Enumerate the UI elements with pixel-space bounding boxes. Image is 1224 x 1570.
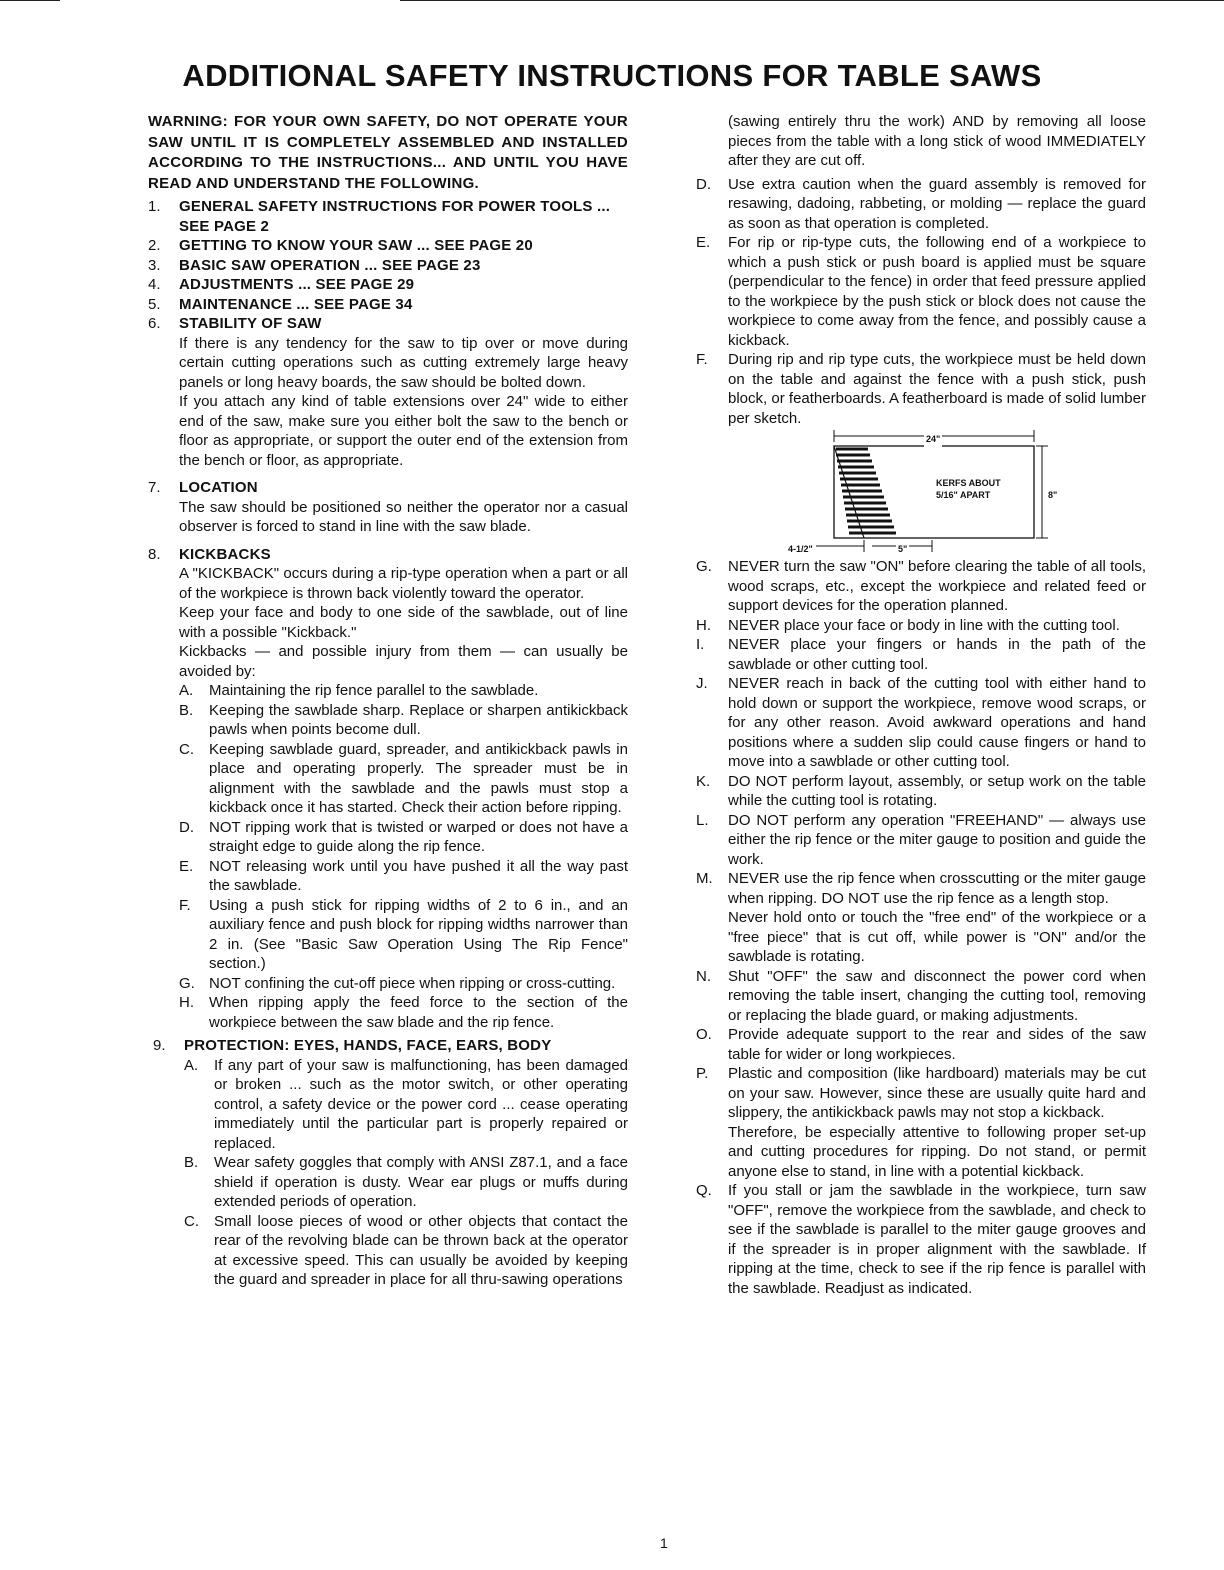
sub-letter: H.	[179, 994, 194, 1011]
section-protection	[148, 1036, 628, 1290]
sub-item	[184, 1056, 628, 1154]
sub-item	[696, 616, 1146, 636]
sub-text: NEVER reach in back of the cutting tool with either hand to hold down or support the workpiece, remove wood scraps, or for any other reason. Avoid awkward operations and hand positions where a sudden slip could cause fingers or hand to move into a sawblade or other cutting tool.	[728, 675, 1146, 770]
sub-letter: A.	[184, 1056, 199, 1074]
sub-item	[179, 740, 628, 818]
paragraph: Keep your face and body to one side of the sawblade, out of line with a possible "Kickback."	[179, 604, 628, 641]
sub-letter: D.	[179, 818, 194, 836]
sub-text: Shut "OFF" the saw and disconnect the power cord when removing the table insert, changing the cutting tool, removing or replacing the blade guard, or making adjustments.	[728, 967, 1146, 1024]
sub-text: During rip and rip type cuts, the workpiece must be held down on the table and against the fence with a push stick, push block, or featherboards. A featherboard is made of solid lumber per sketch.	[728, 351, 1146, 427]
featherboard-diagram	[696, 428, 1146, 553]
sub-text: DO NOT perform layout, assembly, or setup work on the table while the cutting tool is rotating.	[728, 772, 1146, 809]
paragraph: If you attach any kind of table extensions over 24" wide to either end of the saw, make sure you either bolt the saw to the bench or floor as appropriate, or support the outer end of the extension from the bench or floor, as appropriate.	[179, 393, 628, 469]
sub-letter: F.	[696, 351, 708, 368]
sub-text: NEVER place your face or body in line with the cutting tool.	[728, 616, 1120, 634]
item-number: 2.	[148, 237, 161, 254]
sub-item	[184, 1153, 628, 1212]
sub-text: Provide adequate support to the rear and sides of the saw table for wider or long workpieces.	[728, 1026, 1146, 1063]
sub-text: Keeping the sawblade sharp. Replace or sharpen antikickback pawls when points become dull.	[209, 701, 628, 738]
sub-text: DO NOT perform any operation "FREEHAND" — always use either the rip fence or the miter gauge to position and guide the work.	[728, 811, 1146, 868]
sub-item	[696, 869, 1146, 967]
sub-text: Keeping sawblade guard, spreader, and antikickback pawls in place and operating properly. The spreader must be in alignment with the sawblade and the pawls must stop a kickback once it has started. Check their action before ripping.	[209, 740, 628, 816]
sub-letter: E.	[696, 234, 711, 251]
sub-item	[179, 681, 628, 701]
sub-item	[179, 896, 628, 974]
sub-item	[696, 1064, 1146, 1181]
kerf-length-label: 5"	[896, 540, 909, 560]
section-stability	[148, 314, 628, 470]
item-number: 9.	[153, 1037, 166, 1054]
sub-item	[179, 701, 628, 740]
sub-item	[696, 1025, 1146, 1064]
sub-letter: G.	[179, 974, 195, 992]
sub-letter: E.	[179, 857, 194, 875]
item-number: 6.	[148, 315, 161, 332]
list-item	[148, 236, 628, 256]
kerfs-label: KERFS ABOUT	[936, 478, 1001, 488]
sub-text: Plastic and composition (like hardboard) materials may be cut on your saw. However, since these are usually quite hard and slippery, the antikickback pawls may not stop a kickback.	[728, 1065, 1146, 1121]
item-heading: ADJUSTMENTS ... SEE PAGE 29	[179, 276, 415, 293]
sub-letter: C.	[179, 740, 194, 758]
height-label: 8"	[1048, 490, 1058, 500]
sub-text: Maintaining the rip fence parallel to the sawblade.	[209, 682, 539, 699]
sub-text: NEVER turn the saw "ON" before clearing the table of all tools, wood scraps, etc., except the workpiece and related feed or support devices for the operation planned.	[728, 558, 1146, 614]
sub-letter: I.	[696, 636, 705, 653]
sub-letter: H.	[696, 616, 711, 634]
continuation-text: (sawing entirely thru the work) AND by removing all loose pieces from the table with a long stick of wood IMMEDIATELY after they are cut off.	[728, 113, 1146, 169]
item-number: 4.	[148, 276, 161, 293]
sub-text: NEVER use the rip fence when crosscutting or the miter gauge when ripping. DO NOT use the rip fence as a length stop.	[728, 870, 1146, 907]
left-column	[148, 112, 628, 1290]
sub-item	[696, 233, 1146, 350]
sub-item	[696, 967, 1146, 1026]
sub-item	[696, 811, 1146, 870]
item-number: 1.	[148, 198, 161, 215]
item-number: 8.	[148, 545, 161, 563]
top-rule-left	[0, 0, 60, 1]
featherboard-sketch	[696, 428, 1146, 553]
sub-item	[179, 974, 628, 994]
sub-text: Small loose pieces of wood or other objects that contact the rear of the revolving blade can be thrown back at the operator at excessive speed. This can usually be avoided by keeping the guard and spreader in place for all thru-sawing operations	[214, 1212, 628, 1288]
paragraph: A "KICKBACK" occurs during a rip-type operation when a part or all of the workpiece is thrown back violently toward the operator.	[179, 565, 628, 602]
sub-letter: B.	[184, 1154, 199, 1171]
sub-letter: F.	[179, 896, 191, 914]
sub-text-extra: Never hold onto or touch the "free end" of the workpiece or a "free piece" that is cut off, while power is "ON" and/or the sawblade is rotating.	[728, 909, 1146, 965]
page-title: ADDITIONAL SAFETY INSTRUCTIONS FOR TABLE SAWS	[182, 58, 1042, 93]
sub-text-extra: Therefore, be especially attentive to following proper set-up and cutting procedures for ripping. Do not stand, or permit anyone else to stand, in line with a potential kickback.	[728, 1123, 1146, 1180]
sub-letter: J.	[696, 675, 708, 692]
sub-text: If you stall or jam the sawblade in the workpiece, turn saw "OFF", remove the workpiece from the sawblade, and check to see if the sawblade is parallel to the miter gauge grooves and if the spreader is in proper alignment with the sawblade. If ripping at the time, check to see if the rip fence is parallel with the sawblade. Readjust as indicated.	[728, 1182, 1146, 1297]
sub-letter: D.	[696, 175, 711, 193]
page-number: 1	[660, 1535, 668, 1551]
paragraph: The saw should be positioned so neither the operator nor a casual observer is forced to stand in line with the saw blade.	[179, 498, 628, 535]
sub-item	[179, 857, 628, 896]
sub-letter: G.	[696, 558, 712, 575]
paragraph: If there is any tendency for the saw to tip over or move during certain cutting operations such as cutting extremely large heavy panels or long heavy boards, the saw should be bolted down.	[179, 334, 628, 391]
sub-item	[696, 350, 1146, 428]
item-number: 3.	[148, 256, 161, 274]
width-label: 24"	[924, 430, 942, 450]
section-heading: STABILITY OF SAW	[179, 315, 322, 332]
sub-letter: K.	[696, 772, 711, 790]
sub-item	[696, 635, 1146, 674]
sub-text: If any part of your saw is malfunctioning, has been damaged or broken ... such as the motor switch, or other operating control, a safety device or the power cord ... cease operating immediately until the particular part is properly repaired or replaced.	[214, 1056, 628, 1152]
list-item	[148, 295, 628, 315]
sub-letter: C.	[184, 1212, 199, 1230]
sub-item	[696, 557, 1146, 616]
sub-text: Use extra caution when the guard assembly is removed for resawing, dadoing, rabbeting, or molding — replace the guard as soon as that operation is completed.	[728, 175, 1146, 232]
spacing-label: 5/16" APART	[936, 490, 991, 500]
sub-text: Wear safety goggles that comply with ANSI Z87.1, and a face shield if operation is dusty. Wear ear plugs or muffs during extended periods of operation.	[214, 1154, 628, 1210]
item-heading: GETTING TO KNOW YOUR SAW ... SEE PAGE 20	[179, 237, 533, 254]
sub-text: NEVER place your fingers or hands in the path of the sawblade or other cutting tool.	[728, 636, 1146, 673]
section-heading: LOCATION	[179, 479, 258, 496]
list-item	[148, 256, 628, 276]
sub-item	[696, 175, 1146, 234]
sub-item	[696, 674, 1146, 772]
section-heading: KICKBACKS	[179, 545, 271, 563]
sub-item	[696, 1181, 1146, 1298]
sub-item	[696, 772, 1146, 811]
sub-text: NOT confining the cut-off piece when ripping or cross-cutting.	[209, 974, 616, 992]
sub-text: NOT ripping work that is twisted or warped or does not have a straight edge to guide along the rip fence.	[209, 818, 628, 855]
sub-letter: P.	[696, 1065, 709, 1082]
item-heading: MAINTENANCE ... SEE PAGE 34	[179, 295, 413, 313]
list-item	[148, 197, 628, 236]
sub-text: Using a push stick for ripping widths of 2 to 6 in., and an auxiliary fence and push block for ripping widths narrower than 2 in. (See "Basic Saw Operation Using The Rip Fence" section.)	[209, 896, 628, 972]
section-location	[148, 478, 628, 537]
warning-text: WARNING: FOR YOUR OWN SAFETY, DO NOT OPERATE YOUR SAW UNTIL IT IS COMPLETELY ASSEMBLED AND INSTALLED ACCORDING TO THE INSTRUCTIONS... AND UNTIL YOU HAVE READ AND UNDERSTAND THE FOLLOWING.	[148, 113, 628, 192]
right-column	[696, 112, 1146, 1298]
offset-label: 4-1/2"	[788, 544, 813, 554]
section-heading: PROTECTION: EYES, HANDS, FACE, EARS, BODY	[184, 1037, 552, 1054]
section-kickbacks	[148, 545, 628, 1033]
kerf-lines	[836, 449, 896, 533]
sub-item	[179, 993, 628, 1032]
sub-letter: M.	[696, 870, 713, 887]
sub-text: NOT releasing work until you have pushed it all the way past the sawblade.	[209, 857, 628, 894]
sub-letter: N.	[696, 967, 711, 985]
sub-item	[184, 1212, 628, 1290]
item-number: 7.	[148, 479, 161, 496]
sub-letter: L.	[696, 811, 709, 829]
sub-letter: Q.	[696, 1182, 712, 1199]
paragraph: Kickbacks — and possible injury from them — can usually be avoided by:	[179, 643, 628, 680]
sub-letter: O.	[696, 1026, 712, 1043]
top-rule-right	[400, 0, 1224, 1]
item-heading: BASIC SAW OPERATION ... SEE PAGE 23	[179, 256, 481, 274]
sub-text: When ripping apply the feed force to the section of the workpiece between the saw blade and the rip fence.	[209, 994, 628, 1031]
sub-text: For rip or rip-type cuts, the following end of a workpiece to which a push stick or push board is applied must be square (perpendicular to the fence) in order that feed pressure applied to the workpiece by the push stick or block does not cause the workpiece to come away from the fence, and possibly cause a kickback.	[728, 234, 1146, 349]
sub-item	[179, 818, 628, 857]
item-number: 5.	[148, 295, 161, 313]
list-item	[148, 275, 628, 295]
sub-letter: B.	[179, 701, 194, 719]
item-heading: GENERAL SAFETY INSTRUCTIONS FOR POWER TOOLS ... SEE PAGE 2	[179, 198, 611, 235]
sub-letter: A.	[179, 682, 194, 699]
